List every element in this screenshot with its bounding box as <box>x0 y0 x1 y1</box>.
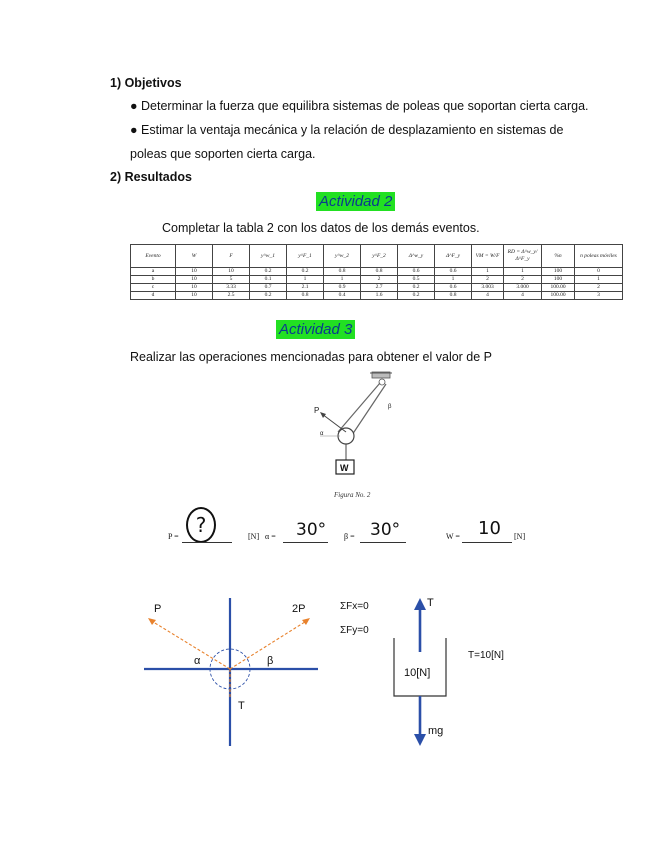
w-label: W = <box>446 532 460 541</box>
table-cell: 2.1 <box>287 284 324 292</box>
table-cell: 100 <box>542 276 575 284</box>
table-row <box>131 276 623 284</box>
pulley-wheel <box>338 428 354 444</box>
table-row <box>131 284 623 292</box>
table-cell: d <box>131 292 176 300</box>
table-row <box>131 268 623 276</box>
table-row <box>131 292 623 300</box>
figure-w-label: W <box>340 463 349 473</box>
table-cell: 2 <box>575 284 623 292</box>
p-vector <box>150 620 230 669</box>
table-cell: 2 <box>472 276 504 284</box>
table-cell: 0.4 <box>324 292 361 300</box>
p-unit: [N] <box>248 532 260 541</box>
table-header-cell: y^F_1 <box>287 245 324 268</box>
block-mg-arrow-head <box>414 734 426 746</box>
beta-underline <box>360 542 406 543</box>
table-cell: 4 <box>472 292 504 300</box>
table-cell: 1 <box>575 276 623 284</box>
table-cell: 10 <box>213 268 250 276</box>
table-cell: 2.7 <box>361 284 398 292</box>
activity-2-highlight: Actividad 2 <box>316 192 395 211</box>
table-cell: 0.6 <box>435 268 472 276</box>
figure-beta-label: β <box>388 404 392 410</box>
table-cell: 0.2 <box>287 268 324 276</box>
table-cell: 0.2 <box>250 292 287 300</box>
beta-label: β = <box>344 532 355 541</box>
p-force-line <box>322 414 346 432</box>
top-pivot <box>379 379 385 385</box>
table-cell: 1 <box>504 268 542 276</box>
table-header-cell: y^w_1 <box>250 245 287 268</box>
table-header-cell: VM = W/F <box>472 245 504 268</box>
table-cell: a <box>131 268 176 276</box>
table-cell: 0.1 <box>250 276 287 284</box>
table-cell: 1 <box>472 268 504 276</box>
beta-value: 30° <box>370 520 401 540</box>
table-cell: 3.33 <box>213 284 250 292</box>
fbd-p-label: P <box>154 603 162 615</box>
p-unknown-circle: ? <box>186 507 216 543</box>
w-value: 10 <box>478 518 501 539</box>
table-header-cell: W <box>176 245 213 268</box>
figure-p-label: P <box>314 406 320 415</box>
table-cell: 0.6 <box>435 284 472 292</box>
alpha-underline <box>283 542 328 543</box>
table-cell: 0.8 <box>324 268 361 276</box>
table-cell: 1 <box>324 276 361 284</box>
w-unit: [N] <box>514 532 526 541</box>
table-header-cell: F <box>213 245 250 268</box>
table-header-cell: Δ^w_y <box>398 245 435 268</box>
block-t-label: T <box>427 597 434 609</box>
w-underline <box>462 542 512 543</box>
block-weight-label: 10[N] <box>404 667 431 679</box>
fbd-beta-label: β <box>267 655 274 667</box>
table-header-row <box>131 245 623 268</box>
p-label: P = <box>168 532 179 541</box>
table-header-cell: RD = Δ^w_y/Δ^F_y <box>504 245 542 268</box>
table-header-cell: y^w_2 <box>324 245 361 268</box>
table-cell: 100.00 <box>542 284 575 292</box>
pulley-figure <box>300 370 420 500</box>
table-cell: 1 <box>435 276 472 284</box>
table-cell: 0.8 <box>435 292 472 300</box>
objective-bullet-2-line-2: poleas que soporten cierta carga. <box>130 147 316 161</box>
table-cell: 0.2 <box>398 284 435 292</box>
table-header-cell: Δ^F_y <box>435 245 472 268</box>
p-arrow-head <box>320 412 326 418</box>
p-vector-head <box>148 618 156 625</box>
table-cell: 0.9 <box>324 284 361 292</box>
table-cell: 10 <box>176 268 213 276</box>
figure-alpha-label: α <box>320 431 324 437</box>
activity-3-instruction: Realizar las operaciones mencionadas para obtener el valor de P <box>130 350 493 364</box>
table-cell: 0.2 <box>250 268 287 276</box>
table-cell: 0.6 <box>398 268 435 276</box>
table-header-cell: Evento <box>131 245 176 268</box>
table-header-cell: y^F_2 <box>361 245 398 268</box>
table-cell: 100.00 <box>542 292 575 300</box>
sum-fx-equation: ΣFx=0 <box>340 601 369 612</box>
figure-caption: Figura No. 2 <box>334 491 371 499</box>
activity-3-highlight: Actividad 3 <box>276 320 355 339</box>
fbd-2p-label: 2P <box>292 603 306 615</box>
two-p-vector-head <box>302 618 310 625</box>
data-table <box>130 244 623 300</box>
objectives-heading: 1) Objetivos <box>110 76 182 90</box>
results-heading: 2) Resultados <box>110 170 192 184</box>
table-header-cell: %n <box>542 245 575 268</box>
table-cell: 1 <box>287 276 324 284</box>
objective-bullet-1: ● Determinar la fuerza que equilibra sistemas de poleas que soportan cierta carga. <box>130 99 589 113</box>
table-cell: 2 <box>361 276 398 284</box>
sum-fy-equation: ΣFy=0 <box>340 625 369 636</box>
table-cell: 10 <box>176 284 213 292</box>
table-cell: 10 <box>176 292 213 300</box>
table-cell: 0 <box>575 268 623 276</box>
table-cell: 3.003 <box>472 284 504 292</box>
table-cell: 10 <box>176 276 213 284</box>
table-cell: c <box>131 284 176 292</box>
objective-bullet-2-line-1: ● Estimar la ventaja mecánica y la relación de desplazamiento en sistemas de <box>130 123 564 137</box>
p-underline <box>182 542 232 543</box>
table-header-cell: n poleas móviles <box>575 245 623 268</box>
table-cell: 1.6 <box>361 292 398 300</box>
table-cell: 0.8 <box>361 268 398 276</box>
table-cell: 3 <box>575 292 623 300</box>
table-cell: 100 <box>542 268 575 276</box>
table-cell: 2 <box>504 276 542 284</box>
activity-2-instruction: Completar la tabla 2 con los datos de los demás eventos. <box>162 221 480 235</box>
table-cell: b <box>131 276 176 284</box>
table-cell: 0.5 <box>398 276 435 284</box>
table-cell: 3.000 <box>504 284 542 292</box>
table-cell: 2.5 <box>213 292 250 300</box>
alpha-value: 30° <box>296 520 327 540</box>
block-mg-label: mg <box>428 725 444 737</box>
fbd-alpha-label: α <box>194 655 201 667</box>
table-cell: 0.2 <box>398 292 435 300</box>
t-value-label: T=10[N] <box>468 650 504 661</box>
table-cell: 0.8 <box>287 292 324 300</box>
fbd-t-label: T <box>238 700 245 712</box>
table-cell: 4 <box>504 292 542 300</box>
alpha-label: α = <box>265 532 276 541</box>
table-cell: 0.7 <box>250 284 287 292</box>
free-body-diagram <box>130 590 550 760</box>
table-cell: 5 <box>213 276 250 284</box>
block-t-arrow-head <box>414 598 426 610</box>
